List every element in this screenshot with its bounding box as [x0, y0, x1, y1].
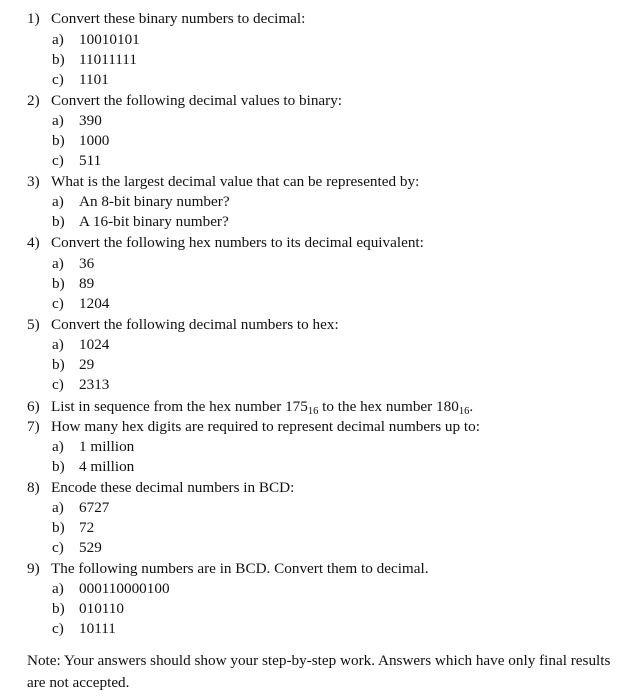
sub-item — [52, 50, 137, 70]
question-number: 9) — [27, 560, 40, 577]
question-number: 5) — [27, 316, 40, 333]
instructions-note: Note: Your answers should show your step-by-step work. Answers which have only final results are not accepted. — [27, 652, 611, 691]
sub-item — [52, 579, 170, 599]
sub-item — [52, 437, 134, 457]
sub-item-letter: c) — [52, 71, 64, 88]
sub-item-letter: a) — [52, 336, 64, 353]
question-text-part: List in sequence from the hex number 175 — [51, 398, 308, 415]
question-text — [51, 398, 473, 415]
sub-item-letter: c) — [52, 539, 64, 556]
sub-item-value: 11011111 — [79, 51, 137, 68]
sub-item — [52, 274, 94, 294]
sub-item-value: 4 million — [79, 458, 135, 475]
sub-item — [52, 70, 109, 90]
sub-item-value: 10010101 — [79, 31, 140, 48]
sub-item-letter: b) — [52, 519, 65, 536]
sub-item-letter: b) — [52, 132, 65, 149]
question-text-part: . — [469, 398, 474, 415]
question-text: Convert the following decimal numbers to hex: — [51, 316, 339, 333]
question-number: 8) — [27, 479, 40, 496]
sub-item — [52, 294, 109, 314]
question-number: 4) — [27, 234, 40, 251]
hex-subscript: 16 — [307, 406, 319, 417]
sub-item-letter: b) — [52, 458, 65, 475]
sub-item-value: 000110000100 — [79, 580, 170, 597]
sub-item-value: 89 — [79, 275, 95, 292]
question-6 — [27, 397, 625, 417]
sub-item-value: 29 — [79, 356, 95, 373]
sub-item — [52, 619, 116, 639]
sub-item — [52, 599, 124, 619]
sub-item-value: 72 — [79, 519, 95, 536]
sub-item-value: 010110 — [79, 600, 124, 617]
sub-item-value: 6727 — [79, 499, 110, 516]
sub-item — [52, 192, 230, 212]
sub-item — [52, 254, 94, 274]
question-number: 6) — [27, 398, 40, 415]
question-text: Encode these decimal numbers in BCD: — [51, 479, 295, 496]
sub-item-letter: b) — [52, 600, 65, 617]
sub-item — [52, 131, 109, 151]
sub-item-letter: b) — [52, 51, 65, 68]
question-text: What is the largest decimal value that can be represented by: — [51, 173, 420, 190]
sub-item-value: 1 million — [79, 438, 135, 455]
sub-item-value: 36 — [79, 255, 95, 272]
sub-item-value: 1101 — [79, 71, 109, 88]
sub-item — [52, 518, 94, 538]
sub-item-value: 10111 — [79, 620, 116, 637]
sub-item — [52, 30, 140, 50]
question-1 — [27, 9, 625, 29]
sub-item-letter: a) — [52, 499, 64, 516]
question-text-part: to the hex number 180 — [318, 398, 459, 415]
hex-subscript: 16 — [458, 406, 470, 417]
sub-item — [52, 538, 102, 558]
sub-item-value: 1024 — [79, 336, 110, 353]
sub-item-letter: b) — [52, 275, 65, 292]
question-text: Convert the following decimal values to binary: — [51, 92, 343, 109]
question-5 — [27, 315, 625, 335]
sub-item — [52, 375, 109, 395]
sub-item-letter: c) — [52, 376, 64, 393]
question-4 — [27, 233, 625, 253]
sub-item — [52, 151, 101, 171]
sub-item-letter: b) — [52, 213, 65, 230]
sub-item-value: An 8-bit binary number? — [79, 193, 230, 210]
question-7 — [27, 417, 625, 437]
sub-item — [52, 212, 229, 232]
sub-item-letter: c) — [52, 295, 64, 312]
sub-item-letter: a) — [52, 31, 64, 48]
question-text: Convert the following hex numbers to its decimal equivalent: — [51, 234, 424, 251]
sub-item-letter: c) — [52, 152, 64, 169]
sub-item-letter: c) — [52, 620, 64, 637]
question-2 — [27, 91, 625, 111]
sub-item-letter: a) — [52, 438, 64, 455]
sub-item-value: 529 — [79, 539, 102, 556]
sub-item-value: A 16-bit binary number? — [79, 213, 229, 230]
sub-item — [52, 457, 134, 477]
sub-item-value: 2313 — [79, 376, 110, 393]
sub-item — [52, 498, 109, 518]
question-number: 2) — [27, 92, 40, 109]
sub-item-letter: a) — [52, 580, 64, 597]
question-text: Convert these binary numbers to decimal: — [51, 10, 306, 27]
question-text: The following numbers are in BCD. Convert them to decimal. — [51, 560, 429, 577]
question-9 — [27, 559, 625, 579]
sub-item — [52, 335, 109, 355]
question-3 — [27, 172, 625, 192]
question-text: How many hex digits are required to represent decimal numbers up to: — [51, 418, 480, 435]
sub-item-letter: a) — [52, 112, 64, 129]
sub-item-letter: a) — [52, 193, 64, 210]
sub-item-value: 1000 — [79, 132, 110, 149]
question-8 — [27, 478, 625, 498]
question-number: 7) — [27, 418, 40, 435]
sub-item — [52, 111, 102, 131]
question-number: 3) — [27, 173, 40, 190]
sub-item-value: 390 — [79, 112, 102, 129]
sub-item — [52, 355, 94, 375]
question-number: 1) — [27, 10, 40, 27]
sub-item-value: 511 — [79, 152, 102, 169]
sub-item-letter: b) — [52, 356, 65, 373]
sub-item-value: 1204 — [79, 295, 110, 312]
sub-item-letter: a) — [52, 255, 64, 272]
